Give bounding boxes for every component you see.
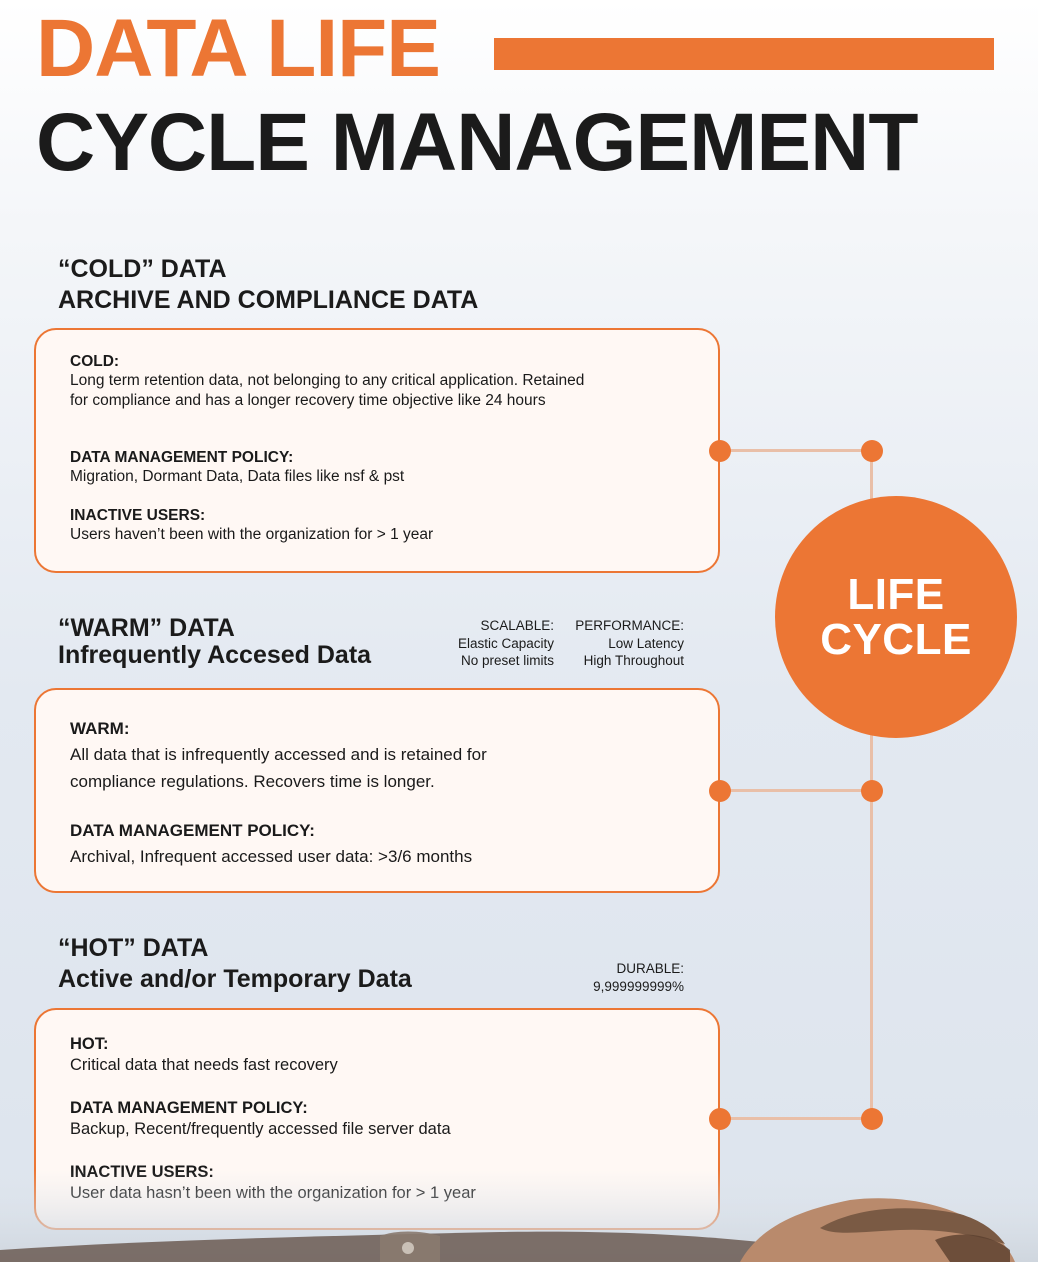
cold-card xyxy=(34,328,720,573)
warm-policy-text: Archival, Infrequent accessed user data: >3/6 months xyxy=(70,847,473,867)
warm-description: All data that is infrequently accessed and is retained for compliance regulations. Recovers time is longer. xyxy=(70,745,487,792)
scalable-info xyxy=(458,617,554,670)
hot-subheading: Active and/or Temporary Data xyxy=(58,965,412,993)
warm-connector-horizontal xyxy=(730,789,872,792)
lifecycle-circle xyxy=(775,496,1017,738)
hot-description: Critical data that needs fast recovery xyxy=(70,1055,338,1074)
hot-connector-dot-right xyxy=(861,1108,883,1130)
cold-connector-dot-right xyxy=(861,440,883,462)
durable-info xyxy=(593,960,684,995)
durable-value: 9,999999999% xyxy=(593,978,684,994)
hot-label: HOT: xyxy=(70,1035,109,1053)
lifecycle-label-line-1: LIFE xyxy=(847,569,945,619)
cold-policy-label: DATA MANAGEMENT POLICY: xyxy=(70,449,294,466)
cold-label: COLD: xyxy=(70,353,120,370)
cold-heading: “COLD” DATA xyxy=(58,255,227,283)
warm-connector-dot-left xyxy=(709,780,731,802)
cold-subheading: ARCHIVE AND COMPLIANCE DATA xyxy=(58,286,479,314)
cold-description: Long term retention data, not belonging to any critical application. Retained for compliance and has a longer recovery time objective like 24 hours xyxy=(70,372,585,409)
hot-connector-horizontal xyxy=(730,1117,872,1120)
cold-connector-dot-left xyxy=(709,440,731,462)
warm-policy-label: DATA MANAGEMENT POLICY: xyxy=(70,821,315,840)
lifecycle-label-line-2: CYCLE xyxy=(820,615,972,664)
scalable-line-1: Elastic Capacity xyxy=(457,635,554,651)
performance-line-1: Low Latency xyxy=(608,635,684,651)
warm-heading: “WARM” DATA xyxy=(58,614,235,642)
hot-policy-label: DATA MANAGEMENT POLICY: xyxy=(70,1099,308,1117)
cold-inactive-users-label: INACTIVE USERS: xyxy=(70,507,206,524)
scalable-label: SCALABLE: xyxy=(480,618,554,633)
warm-subheading: Infrequently Accesed Data xyxy=(58,641,372,669)
cold-policy-text: Migration, Dormant Data, Data files like nsf & pst xyxy=(70,468,405,486)
performance-label: PERFORMANCE: xyxy=(575,618,684,633)
title-line-2: CYCLE MANAGEMENT xyxy=(36,97,918,188)
hot-policy-text: Backup, Recent/frequently accessed file server data xyxy=(70,1119,451,1138)
scalable-line-2: No preset limits xyxy=(460,653,554,669)
cold-connector-horizontal xyxy=(730,449,872,452)
title-accent-bar xyxy=(494,38,994,70)
hot-heading: “HOT” DATA xyxy=(58,934,209,962)
durable-label: DURABLE: xyxy=(616,961,684,976)
performance-info xyxy=(575,617,684,670)
background-photo-person xyxy=(0,1170,1038,1262)
hot-connector-dot-left xyxy=(709,1108,731,1130)
warm-connector-dot-right xyxy=(861,780,883,802)
title-line-1: DATA LIFE xyxy=(36,3,440,94)
warm-card xyxy=(34,688,720,893)
cold-inactive-users-text: Users haven’t been with the organization for > 1 year xyxy=(70,526,434,544)
performance-line-2: High Throughout xyxy=(583,653,684,669)
warm-label: WARM: xyxy=(70,719,130,738)
